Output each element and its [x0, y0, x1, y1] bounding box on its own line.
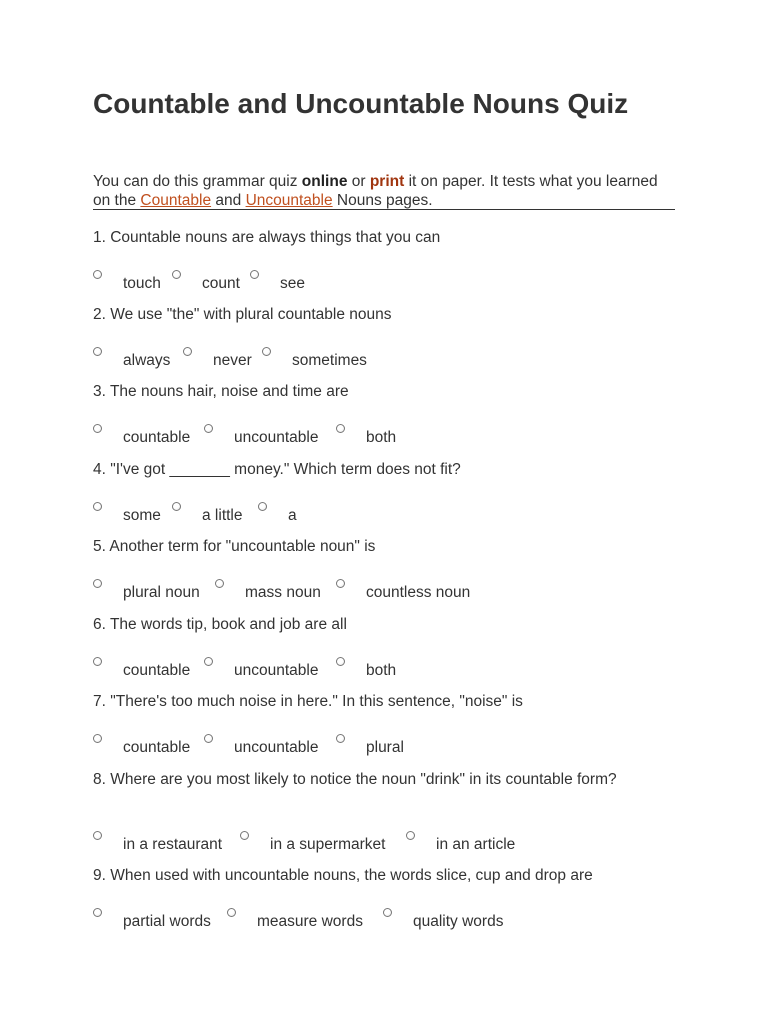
question-text: 8. Where are you most likely to notice the noun "drink" in its countable form?	[93, 771, 617, 788]
radio-button[interactable]	[336, 734, 345, 743]
answer-options	[93, 914, 675, 934]
radio-button[interactable]	[215, 579, 224, 588]
question-7	[93, 692, 675, 756]
intro-paragraph	[93, 172, 675, 210]
radio-button[interactable]	[93, 831, 102, 840]
uncountable-link[interactable]: Uncountable	[245, 192, 333, 209]
answer-options	[93, 663, 675, 683]
answer-option-label: partial words	[123, 913, 211, 930]
answer-option-label: count	[202, 275, 240, 292]
answer-option-label: both	[366, 662, 397, 679]
radio-button[interactable]	[93, 270, 102, 279]
intro-text: and	[211, 192, 246, 209]
radio-button[interactable]	[336, 424, 345, 433]
radio-button[interactable]	[250, 270, 259, 279]
radio-button[interactable]	[93, 908, 102, 917]
answer-option-label: countable	[123, 739, 191, 756]
answer-option-label: uncountable	[234, 429, 319, 446]
radio-button[interactable]	[93, 424, 102, 433]
radio-button[interactable]	[262, 347, 271, 356]
page-title: Countable and Uncountable Nouns Quiz	[93, 88, 629, 119]
answer-option-label: a little	[202, 507, 243, 524]
question-text: 1. Countable nouns are always things that you can	[93, 229, 441, 246]
question-text: 2. We use "the" with plural countable nouns	[93, 306, 392, 323]
question-text: 3. The nouns hair, noise and time are	[93, 383, 349, 400]
question-3	[93, 382, 675, 446]
answer-option-label: quality words	[413, 913, 504, 930]
answer-option-label: both	[366, 429, 397, 446]
radio-button[interactable]	[93, 502, 102, 511]
radio-button[interactable]	[258, 502, 267, 511]
radio-button[interactable]	[204, 657, 213, 666]
answer-option-label: some	[123, 507, 161, 524]
answer-options	[93, 508, 675, 528]
answer-option-label: sometimes	[292, 352, 367, 369]
intro-text: it on paper. It tests what you learned on the	[93, 173, 658, 209]
radio-button[interactable]	[336, 657, 345, 666]
question-text: 4. "I've got _______ money." Which term does not fit?	[93, 461, 461, 478]
answer-options	[93, 276, 675, 296]
question-2	[93, 305, 675, 369]
intro-text: or	[347, 173, 370, 190]
radio-button[interactable]	[172, 270, 181, 279]
radio-button[interactable]	[172, 502, 181, 511]
answer-options	[93, 430, 675, 450]
question-text: 6. The words tip, book and job are all	[93, 616, 347, 633]
countable-link[interactable]: Countable	[140, 192, 212, 209]
answer-option-label: see	[280, 275, 305, 292]
radio-button[interactable]	[336, 579, 345, 588]
radio-button[interactable]	[93, 579, 102, 588]
answer-option-label: plural noun	[123, 584, 200, 601]
question-text: 7. "There's too much noise in here." In this sentence, "noise" is	[93, 693, 523, 710]
radio-button[interactable]	[93, 657, 102, 666]
answer-option-label: a	[288, 507, 297, 524]
answer-option-label: uncountable	[234, 739, 319, 756]
answer-option-label: never	[213, 352, 252, 369]
answer-options	[93, 353, 675, 373]
radio-button[interactable]	[240, 831, 249, 840]
radio-button[interactable]	[93, 734, 102, 743]
answer-option-label: mass noun	[245, 584, 321, 601]
radio-button[interactable]	[383, 908, 392, 917]
radio-button[interactable]	[406, 831, 415, 840]
answer-option-label: plural	[366, 739, 404, 756]
question-9	[93, 866, 675, 930]
radio-button[interactable]	[227, 908, 236, 917]
intro-text: You can do this grammar quiz	[93, 173, 302, 190]
intro-text: Nouns pages.	[332, 192, 433, 209]
radio-button[interactable]	[204, 424, 213, 433]
answer-option-label: touch	[123, 275, 161, 292]
online-emphasis: online	[301, 173, 348, 190]
answer-option-label: in a restaurant	[123, 836, 223, 853]
answer-options	[93, 740, 675, 760]
answer-option-label: countless noun	[366, 584, 471, 601]
answer-option-label: countable	[123, 662, 191, 679]
radio-button[interactable]	[204, 734, 213, 743]
answer-options	[93, 585, 675, 605]
radio-button[interactable]	[93, 347, 102, 356]
answer-option-label: in an article	[436, 836, 516, 853]
answer-option-label: uncountable	[234, 662, 319, 679]
answer-option-label: always	[123, 352, 171, 369]
answer-options	[93, 837, 675, 857]
divider	[93, 209, 675, 210]
answer-option-label: in a supermarket	[270, 836, 386, 853]
print-emphasis: print	[369, 173, 405, 190]
answer-option-label: measure words	[257, 913, 363, 930]
question-1	[93, 228, 675, 292]
question-8	[93, 770, 675, 853]
radio-button[interactable]	[183, 347, 192, 356]
question-4	[93, 460, 675, 524]
question-text: 9. When used with uncountable nouns, the words slice, cup and drop are	[93, 867, 593, 884]
question-text: 5. Another term for "uncountable noun" is	[93, 538, 376, 555]
answer-option-label: countable	[123, 429, 191, 446]
question-5	[93, 537, 675, 601]
question-6	[93, 615, 675, 679]
